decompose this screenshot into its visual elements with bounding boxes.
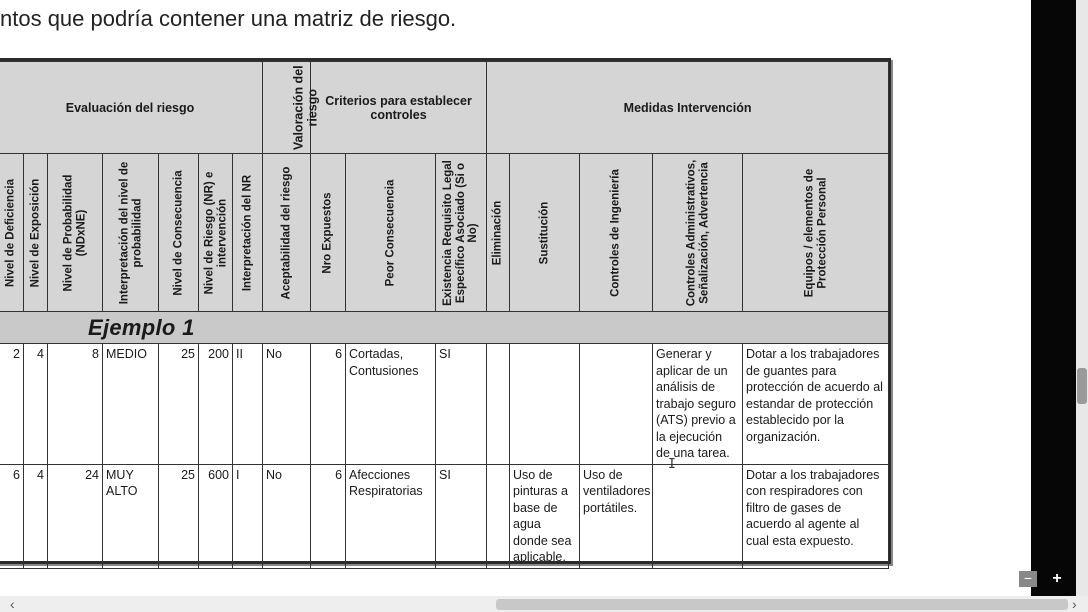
cell-probabilidad: 8 — [48, 344, 103, 465]
col-controles-administrativos: Controles Administrativos, Señalización, Advertencia — [653, 154, 743, 312]
cell-ingenieria — [580, 344, 653, 465]
cell-deficiencia: 2 — [0, 344, 24, 465]
cell-aceptabilidad: No — [263, 464, 311, 568]
col-nivel-exposicion: Nivel de Exposición — [24, 154, 48, 312]
col-interpretacion-probabilidad: Interpretación del nivel de probabilidad — [103, 154, 159, 312]
group-header-valoracion: Valoración del riesgo — [263, 62, 311, 154]
page-heading: ntos que podría contener una matriz de riesgo. — [0, 6, 457, 31]
col-nivel-consecuencia: Nivel de Consecuencia — [159, 154, 199, 312]
zoom-in-button[interactable]: + — [1052, 570, 1062, 587]
col-requisito-legal: Existencia Requisito Legal Específico Asociado (Si o No) — [436, 154, 487, 312]
cell-administrativos: Generar y aplicar de un análisis de trabajo seguro (ATS) previo a la ejecución de una tarea. — [653, 344, 743, 465]
group-header-criterios: Criterios para establecer controles — [311, 62, 487, 154]
group-header-evaluacion: Evaluación del riesgo — [0, 62, 263, 154]
cell-peor-consecuencia: Cortadas, Contusiones — [346, 344, 436, 465]
cell-eliminacion — [487, 464, 510, 568]
horizontal-scrollbar-thumb[interactable] — [496, 599, 1068, 610]
cell-interp-nr: II — [233, 344, 263, 465]
cell-deficiencia: 6 — [0, 464, 24, 568]
cell-consecuencia: 25 — [159, 344, 199, 465]
scroll-right-icon[interactable]: › — [1072, 596, 1077, 612]
cell-ingenieria: Uso de ventiladores portátiles. — [580, 464, 653, 568]
cell-legal: SI — [436, 464, 487, 568]
cell-probabilidad: 24 — [48, 464, 103, 568]
cell-interp-nr: I — [233, 464, 263, 568]
cell-exposicion: 4 — [24, 344, 48, 465]
cell-interp-prob: MUY ALTO — [103, 464, 159, 568]
col-eliminacion: Eliminación — [487, 154, 510, 312]
col-aceptabilidad: Aceptabilidad del riesgo — [263, 154, 311, 312]
cell-riesgo: 200 — [199, 344, 233, 465]
zoom-out-button[interactable]: − — [1019, 571, 1037, 587]
col-nivel-probabilidad: Nivel de Probabilidad (NDxNE) — [48, 154, 103, 312]
col-peor-consecuencia: Peor Consecuencia — [346, 154, 436, 312]
col-nro-expuestos: Nro Expuestos — [311, 154, 346, 312]
cell-legal: SI — [436, 344, 487, 465]
cell-epp: Dotar a los trabajadores de guantes para protección de acuerdo al estandar de protección establecido por la organización. — [743, 344, 889, 465]
cell-epp: Dotar a los trabajadores con respiradores con filtro de gases de acuerdo al agente al cual esta expuesto. — [743, 464, 889, 568]
cell-interp-prob: MEDIO — [103, 344, 159, 465]
cell-expuestos: 6 — [311, 464, 346, 568]
cell-consecuencia: 25 — [159, 464, 199, 568]
table-row — [0, 464, 889, 568]
table-row — [0, 344, 889, 465]
risk-matrix-table — [0, 58, 891, 564]
cell-exposicion: 4 — [24, 464, 48, 568]
cell-administrativos — [653, 464, 743, 568]
text-cursor-icon: I — [668, 457, 676, 472]
cell-expuestos: 6 — [311, 344, 346, 465]
col-epp: Equipos / elementos de Protección Personal — [743, 154, 889, 312]
col-sustitucion: Sustitución — [510, 154, 580, 312]
cell-riesgo: 600 — [199, 464, 233, 568]
example-row: Ejemplo 1 — [0, 312, 889, 344]
vertical-scrollbar[interactable] — [1076, 0, 1088, 596]
cell-aceptabilidad: No — [263, 344, 311, 465]
vertical-scrollbar-thumb[interactable] — [1077, 368, 1087, 404]
col-nivel-riesgo: Nivel de Riesgo (NR) e intervención — [199, 154, 233, 312]
col-nivel-deficiencia: Nivel de Deficiencia — [0, 154, 24, 312]
col-controles-ingenieria: Controles de Ingeniería — [580, 154, 653, 312]
col-interpretacion-nr: Interpretación del NR — [233, 154, 263, 312]
cell-sustitucion — [510, 344, 580, 465]
scroll-left-icon[interactable]: ‹ — [10, 596, 15, 612]
cell-sustitucion: Uso de pinturas a base de agua donde sea aplicable. — [510, 464, 580, 568]
cell-peor-consecuencia: Afecciones Respiratorias — [346, 464, 436, 568]
cell-eliminacion — [487, 344, 510, 465]
group-header-medidas: Medidas Intervención — [487, 62, 889, 154]
